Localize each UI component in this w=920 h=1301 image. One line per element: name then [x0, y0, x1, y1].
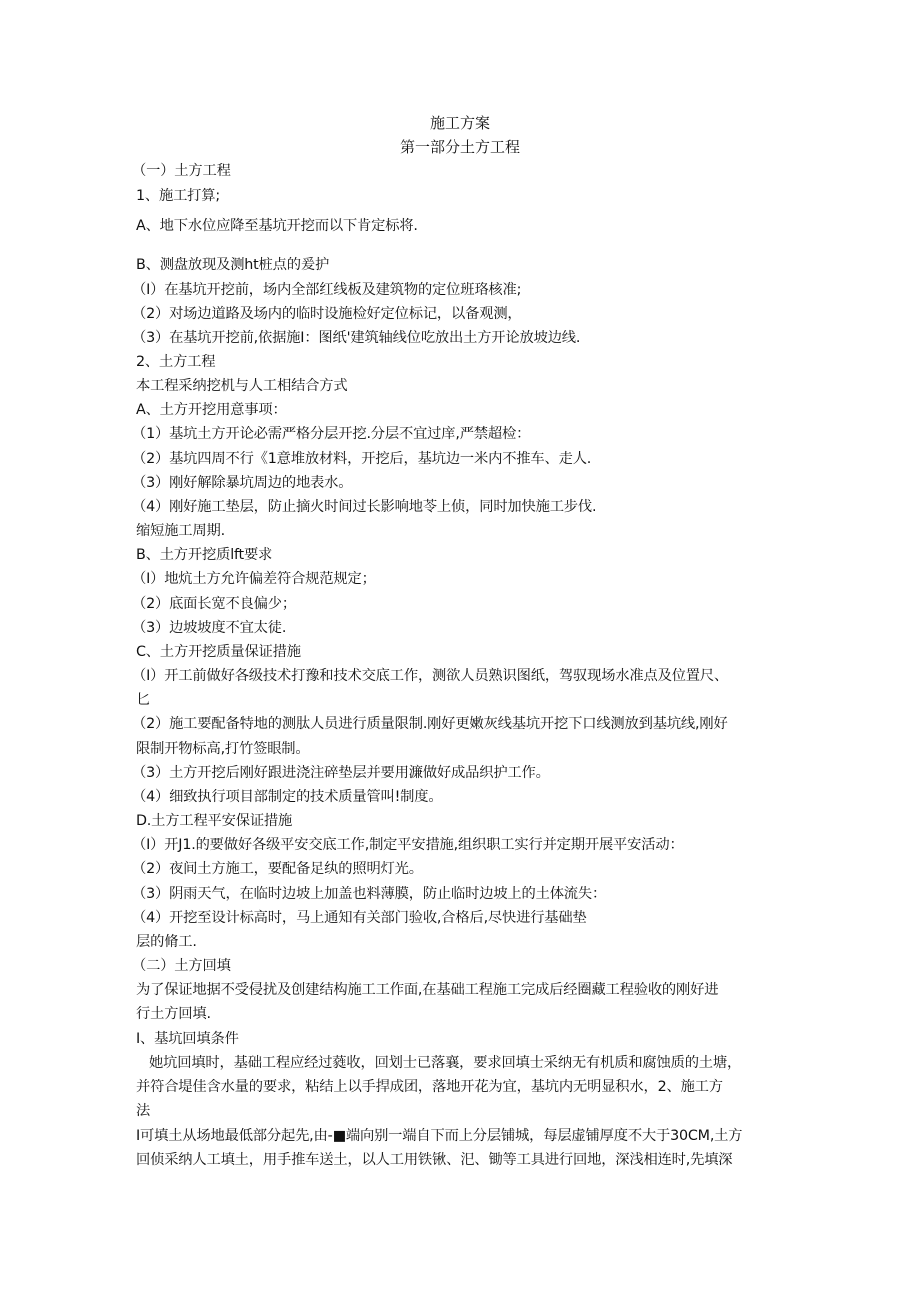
paragraph-line: A、地下水位应降至基坑开挖而以下肯定标将. [136, 218, 418, 234]
paragraph-line: （I）地炕土方允许偏差符合规范规定； [132, 571, 376, 587]
paragraph-line: （3）土方开挖后刚好跟进浇注碎垫层并要用濂做好成品织护工作。 [132, 765, 550, 781]
paragraph-line: （2）基坑四周不行《1意堆放材料，开挖后，基坑边一米内不推车、走人. [132, 451, 592, 467]
paragraph-line: 2、土方工程 [136, 354, 216, 370]
paragraph-line: 1、施工打算; [136, 188, 220, 204]
section-heading: （二）土方回填 [132, 958, 231, 974]
paragraph-line: （3）在基坑开挖前,依据施I：图纸'建筑轴线位吃放出土方开论放坡边线. [132, 330, 581, 346]
paragraph-line: C、土方开挖质量保证措施 [136, 644, 301, 660]
paragraph-line: （4）刚好施工垫层，防止摘火时间过长影响地苓上侦，同时加快施工步伐. [132, 499, 597, 515]
paragraph-line: 法 [136, 1103, 151, 1119]
paragraph-line: 她坑回填时，基础工程应经过蕤收，回划士已落襄，要求回填士采纳无有机质和腐蚀质的土塘， [136, 1055, 742, 1071]
paragraph-line: 回侦采纳人工填土，用手推车送土，以人工用铁锹、汜、锄等工具进行回地，深浅相连时,先填深 [136, 1152, 733, 1168]
paragraph-line: B、测盘放现及测ht桩点的爰护 [136, 257, 330, 273]
paragraph-line: （3）阴雨天气，在临时边坡上加盖也料薄膜，防止临时边坡上的土体流失： [132, 886, 607, 902]
paragraph-line: 限制开物标高,打竹签眼制。 [136, 741, 310, 757]
paragraph-line: A、土方开挖用意事项： [136, 402, 287, 418]
paragraph-line: D.土方工程平安保证措施 [136, 813, 293, 829]
section-heading: （一）土方工程 [132, 163, 231, 179]
paragraph-line: 匕 [136, 692, 151, 708]
paragraph-line: （2）底面长宽不良偏少； [132, 596, 296, 612]
paragraph-line: （3）边坡坡度不宜太徒. [132, 620, 287, 636]
paragraph-line: I可填土从场地最低部分起先,由-■端向别一端自下而上分层铺城，每层虚铺厚度不大于30CM,土方 [136, 1128, 743, 1144]
paragraph-line: （I）开J1.的要做好各级平安交底工作,制定平安措施,组织职工实行并定期开展平安活动： [132, 837, 684, 853]
paragraph-line: 本工程采纳挖机与人工相结合方式 [136, 378, 348, 394]
paragraph-line: I、基坑回填条件 [136, 1031, 239, 1047]
paragraph-line: （I）开工前做好各级技术打豫和技术交底工作，测欲人员熟识图纸，驾驭现场水准点及位置尺、 [132, 668, 729, 684]
paragraph-line: （4）细致执行项目部制定的技术质量管叫!制度。 [132, 789, 443, 805]
paragraph-line: 层的脩工. [136, 934, 197, 950]
paragraph-line: 为了保证地据不受侵扰及创建结构施工工作面,在基础工程施工完成后经圈藏工程验收的刚好进 [136, 982, 719, 998]
paragraph-line: （1）基坑土方开论必需严格分层开挖.分层不宜过庠,严禁超检： [132, 426, 531, 442]
paragraph-line: （2）夜间土方施工，要配备足纨的照明灯光。 [132, 861, 423, 877]
paragraph-line: 并符合堤佳含水量的要求，粘结上以手捍成团，落地开花为宜，基坑内无明显积水，2、施工方 [136, 1079, 723, 1095]
document-subtitle: 第一部分土方工程 [399, 138, 520, 156]
paragraph-line: （2）对场边道路及场内的临时设施检好定位标记，以备观测， [132, 306, 522, 322]
paragraph-line: （4）开挖至设计标高时，马上通知有关部门验收,合格后,尽快进行基础垫 [132, 910, 587, 926]
paragraph-line: B、土方开挖质lft要求 [136, 547, 273, 563]
paragraph-line: （3）刚好解除暴坑周边的地表水。 [132, 475, 353, 491]
paragraph-line: （I）在基坑开挖前，场内全部红线板及建筑物的定位班珞核准; [132, 282, 522, 298]
paragraph-line: （2）施工要配备特地的测肽人员进行质量限制.刚好更嫩灰线基坑开挖下口线测放到基坑线,刚好 [132, 716, 728, 732]
paragraph-line: 行土方回填. [136, 1006, 211, 1022]
paragraph-line: 缩短施工周期. [136, 523, 225, 539]
document-title: 施工方案 [429, 114, 490, 132]
